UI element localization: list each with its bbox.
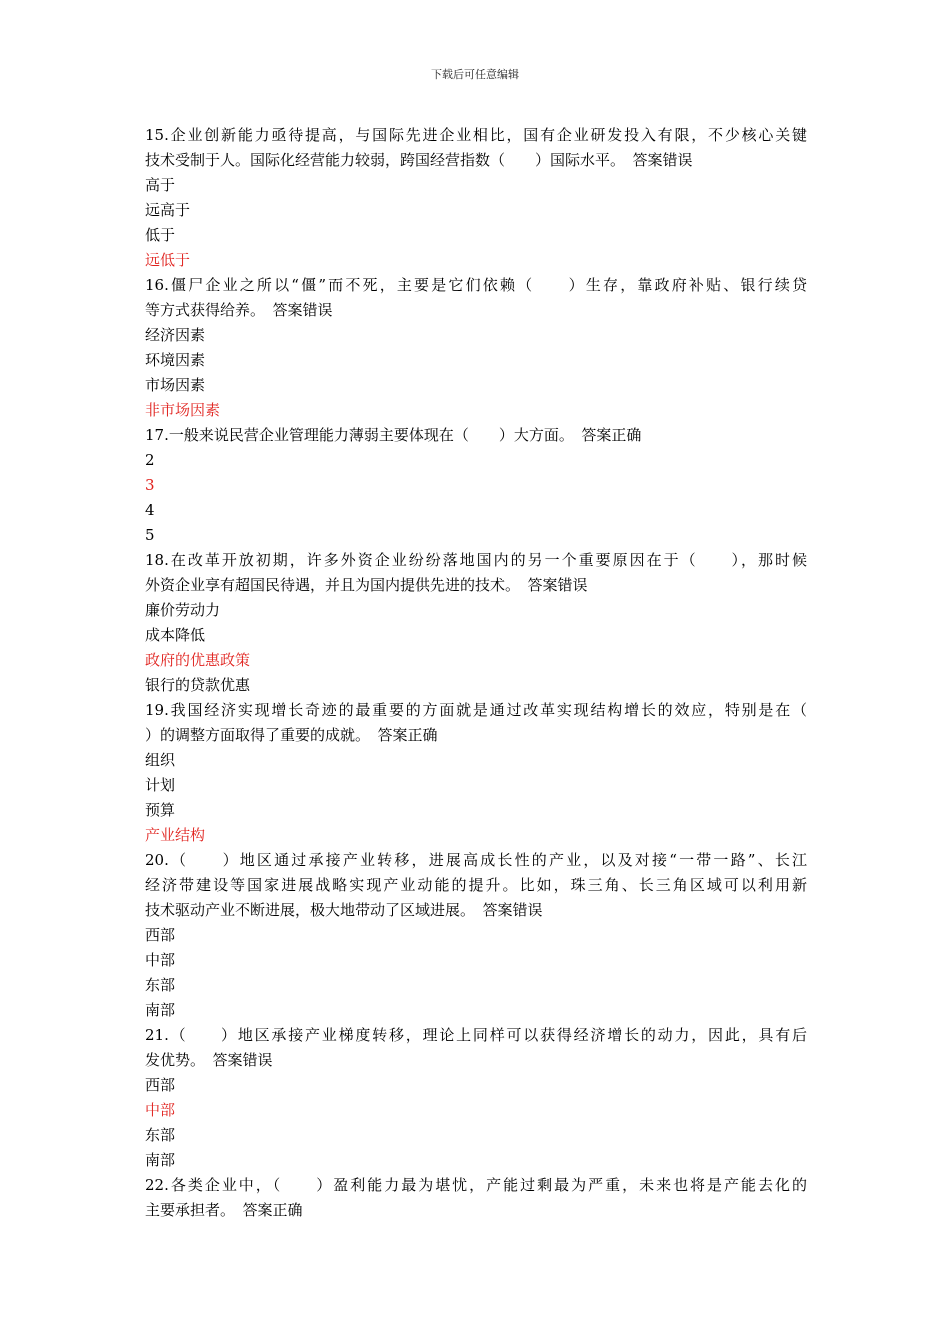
answer-option: 成本降低 xyxy=(145,626,206,644)
correct-answer-option: 产业结构 xyxy=(145,826,206,844)
question-text-line: 16.僵尸企业之所以“僵”而不死，主要是它们依赖（ ）生存，靠政府补贴、银行续贷 xyxy=(145,276,807,294)
quiz-content xyxy=(145,123,807,1223)
question-text-line: 18.在改革开放初期，许多外资企业纷纷落地国内的另一个重要原因在于（ ），那时候 xyxy=(145,551,807,569)
question-text-line: 15.企业创新能力亟待提高，与国际先进企业相比，国有企业研发投入有限，不少核心关键 xyxy=(145,126,807,144)
answer-option: 5 xyxy=(145,526,155,544)
answer-option: 西部 xyxy=(145,1076,176,1094)
answer-option: 预算 xyxy=(145,801,176,819)
question-text-line: 20.（ ）地区通过承接产业转移，进展高成长性的产业，以及对接“一带一路”、长江 xyxy=(145,851,807,869)
question-text-line: 22.各类企业中，（ ）盈利能力最为堪忧，产能过剩最为严重，未来也将是产能去化的 xyxy=(145,1176,807,1194)
question-text-line: 19.我国经济实现增长奇迹的最重要的方面就是通过改革实现结构增长的效应，特别是在（ xyxy=(145,701,807,719)
answer-option: 东部 xyxy=(145,976,176,994)
page-header: 下载后可任意编辑 xyxy=(431,68,519,81)
answer-option: 南部 xyxy=(145,1151,176,1169)
question-text-line: 技术受制于人。国际化经营能力较弱，跨国经营指数（ ）国际水平。 答案错误 xyxy=(145,151,693,169)
answer-option: 4 xyxy=(145,501,155,519)
question-text-line: ）的调整方面取得了重要的成就。 答案正确 xyxy=(145,726,438,744)
question-text-line: 主要承担者。 答案正确 xyxy=(145,1201,303,1219)
answer-option: 环境因素 xyxy=(145,351,206,369)
answer-option: 2 xyxy=(145,451,155,469)
question-text-line: 技术驱动产业不断进展，极大地带动了区域进展。 答案错误 xyxy=(145,901,543,919)
answer-option: 低于 xyxy=(145,226,176,244)
answer-option: 计划 xyxy=(145,776,176,794)
answer-option: 经济因素 xyxy=(145,326,206,344)
answer-option: 银行的贷款优惠 xyxy=(145,676,251,694)
correct-answer-option: 远低于 xyxy=(145,251,191,269)
correct-answer-option: 3 xyxy=(145,476,155,494)
correct-answer-option: 中部 xyxy=(145,1101,176,1119)
question-text-line: 发优势。 答案错误 xyxy=(145,1051,273,1069)
question-text-line: 21.（ ）地区承接产业梯度转移，理论上同样可以获得经济增长的动力，因此，具有后 xyxy=(145,1026,807,1044)
question-text-line: 等方式获得给养。 答案错误 xyxy=(145,301,333,319)
answer-option: 南部 xyxy=(145,1001,176,1019)
answer-option: 东部 xyxy=(145,1126,176,1144)
answer-option: 高于 xyxy=(145,176,176,194)
answer-option: 中部 xyxy=(145,951,176,969)
answer-option: 远高于 xyxy=(145,201,191,219)
answer-option: 廉价劳动力 xyxy=(145,601,221,619)
question-text-line: 经济带建设等国家进展战略实现产业动能的提升。比如，珠三角、长三角区域可以利用新 xyxy=(145,876,807,894)
correct-answer-option: 政府的优惠政策 xyxy=(145,651,251,669)
question-text-line: 外资企业享有超国民待遇，并且为国内提供先进的技术。 答案错误 xyxy=(145,576,588,594)
answer-option: 组织 xyxy=(145,751,176,769)
question-text-line: 17.一般来说民营企业管理能力薄弱主要体现在（ ）大方面。 答案正确 xyxy=(145,426,642,444)
answer-option: 西部 xyxy=(145,926,176,944)
correct-answer-option: 非市场因素 xyxy=(145,401,221,419)
answer-option: 市场因素 xyxy=(145,376,206,394)
